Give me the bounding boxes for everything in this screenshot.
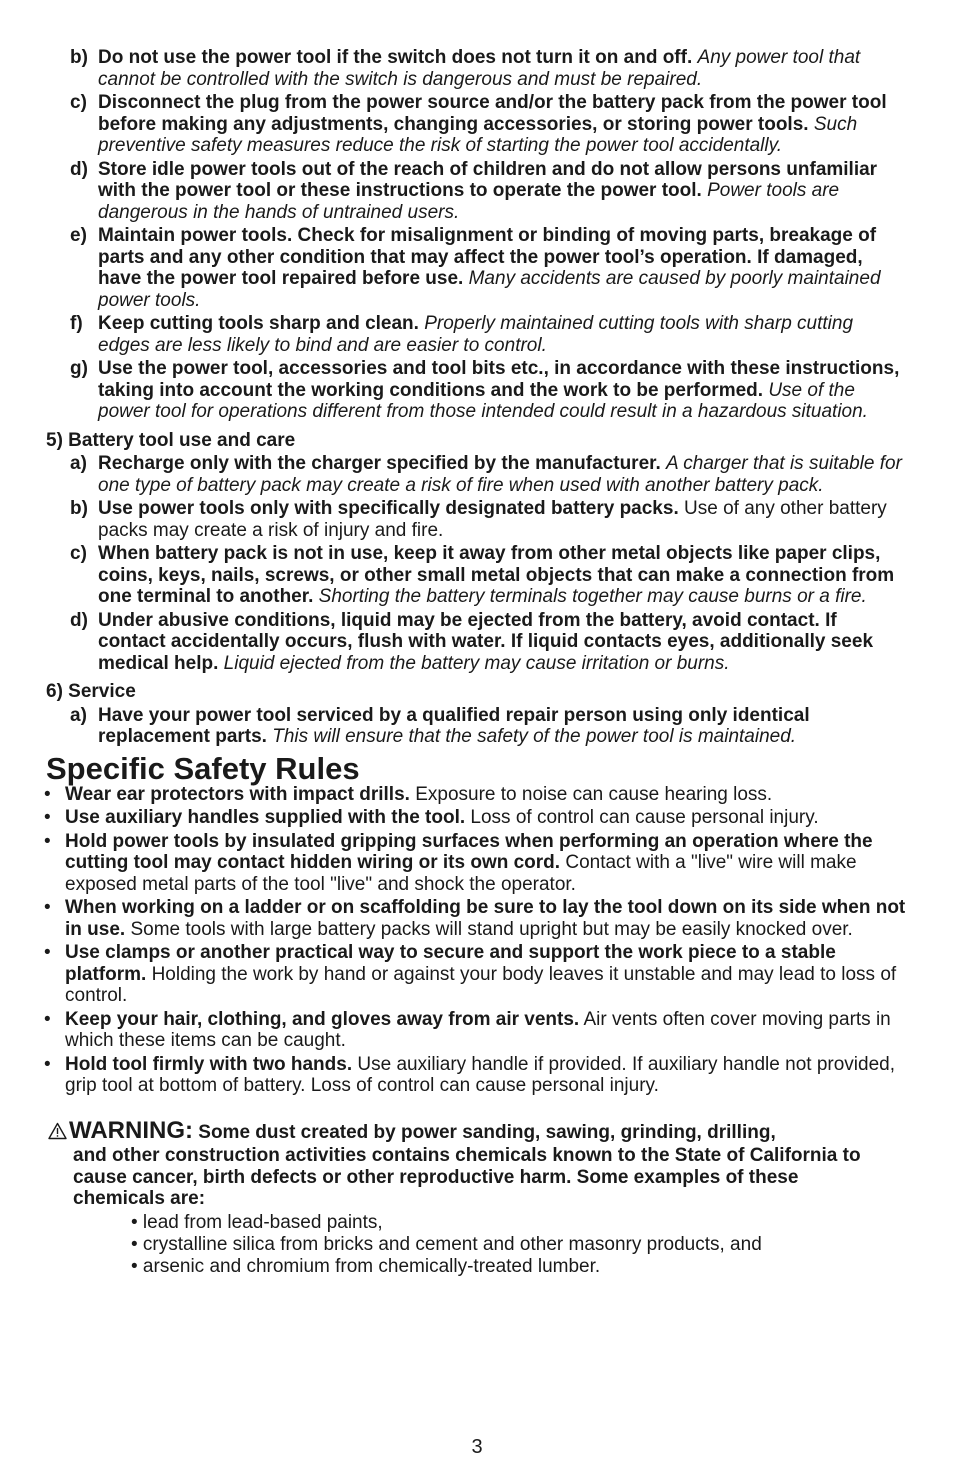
chemical-list <box>131 1212 954 1278</box>
list-item <box>0 610 954 675</box>
item-label: c) <box>70 92 87 113</box>
list-item <box>0 92 954 157</box>
bullet-item <box>0 831 954 896</box>
item-explanation: Holding the work by hand or against your body leaves it unstable and may lead to loss of control. <box>65 963 897 1006</box>
list-item <box>0 705 954 748</box>
item-rule: Wear ear protectors with impact drills. <box>65 783 410 805</box>
item-explanation: Power tools are dangerous in the hands of untrained users. <box>98 180 840 223</box>
item-rule: Disconnect the plug from the power source and/or the battery pack from the power tool before making any adjustments, changing accessories, or storing power tools. <box>98 92 887 135</box>
item-explanation: Exposure to noise can cause hearing loss. <box>415 783 773 805</box>
list-item: • crystalline silica from bricks and cement and other masonry products, and <box>131 1233 762 1255</box>
item-label: g) <box>70 358 88 379</box>
item-explanation: A charger that is suitable for one type of battery pack may create a risk of fire when used with another battery pack. <box>98 453 902 496</box>
item-rule: Keep cutting tools sharp and clean. <box>98 313 419 334</box>
item-explanation: Loss of control can cause personal injury. <box>470 807 819 828</box>
bullet-icon: • <box>44 942 51 963</box>
bullet-icon: • <box>44 807 51 828</box>
item-label: d) <box>70 609 88 631</box>
item-rule: Hold tool firmly with two hands. <box>65 1053 353 1075</box>
manual-page <box>0 47 954 1278</box>
warning-block <box>0 1116 954 1210</box>
warning-text <box>73 1145 874 1210</box>
item-rule: Recharge only with the charger specified by the manufacturer. <box>98 453 661 474</box>
page-number: 3 <box>471 1436 483 1458</box>
list-item <box>0 47 954 90</box>
bullet-item <box>0 897 954 940</box>
list-item <box>0 358 954 423</box>
battery-list <box>0 453 954 674</box>
item-rule: Do not use the power tool if the switch does not turn it on and off. <box>98 47 693 68</box>
list-item: • arsenic and chromium from chemically-treated lumber. <box>131 1255 601 1277</box>
bullet-item <box>0 784 954 806</box>
item-rule: Use auxiliary handles supplied with the tool. <box>65 807 466 828</box>
item-label: c) <box>70 543 87 564</box>
tool-use-list <box>0 47 954 423</box>
item-rule: Use clamps or another practical way to secure and support the work piece to a stable platform. <box>65 942 836 985</box>
item-label: b) <box>70 498 88 519</box>
bullet-icon: • <box>44 1008 51 1030</box>
item-rule: When battery pack is not in use, keep it away from other metal objects like paper clips, coins, keys, nails, screws, or other small metal objects that can make a connection from one terminal to another. <box>98 543 895 607</box>
item-explanation: Contact with a "live" wire will make exposed metal parts of the tool "live" and shock the operator. <box>65 852 857 895</box>
bullet-item <box>0 1009 954 1052</box>
item-explanation: Such preventive safety measures reduce the risk of starting the power tool accidentally. <box>98 113 858 156</box>
item-explanation: Any power tool that cannot be controlled with the switch is dangerous and must be repaired. <box>98 47 861 90</box>
service-list <box>0 705 954 748</box>
specific-rules-list <box>0 784 954 1097</box>
section-heading: 5) Battery tool use and care <box>46 429 296 451</box>
item-explanation: Use auxiliary handle if provided. If auxiliary handle not provided, grip tool at bottom of battery. Loss of control can cause personal injury. <box>65 1053 895 1096</box>
item-rule: Hold power tools by insulated gripping surfaces when performing an operation where the cutting tool may contact hidden wiring or its own cord. <box>65 830 873 873</box>
warning-text-rest: and other construction activities contains chemicals known to the State of California to cause cancer, birth defects or other reproductive harm. Some examples of these chemicals are: <box>73 1145 861 1209</box>
item-explanation: Some tools with large battery packs will stand upright but may be easily knocked over. <box>130 918 853 940</box>
item-label: a) <box>70 704 87 726</box>
bullet-item <box>0 1054 954 1097</box>
item-explanation: Use of the power tool for operations different from those intended could result in a hazardous situation. <box>98 379 868 422</box>
warning-first-line <box>48 1116 874 1146</box>
warning-label: WARNING: <box>69 1116 193 1144</box>
bullet-icon: • <box>44 1053 51 1075</box>
item-explanation: Air vents often cover moving parts in which these items can be caught. <box>65 1008 891 1051</box>
item-label: f) <box>70 313 83 334</box>
item-explanation: Many accidents are caused by poorly maintained power tools. <box>98 268 881 311</box>
list-item <box>0 453 954 496</box>
list-item <box>0 159 954 224</box>
item-label: d) <box>70 158 88 180</box>
page-title: Specific Safety Rules <box>46 750 360 786</box>
bullet-item <box>0 807 954 829</box>
item-rule: When working on a ladder or on scaffolding be sure to lay the tool down on its side when not in use. <box>65 897 906 940</box>
list-item <box>0 543 954 608</box>
bullet-icon: • <box>44 897 51 918</box>
item-explanation: Shorting the battery terminals together may cause burns or a fire. <box>318 586 867 607</box>
list-item: • lead from lead-based paints, <box>131 1211 383 1233</box>
list-item <box>0 313 954 356</box>
item-explanation: Liquid ejected from the battery may cause irritation or burns. <box>223 652 730 674</box>
item-label: e) <box>70 225 87 246</box>
bullet-icon: • <box>44 783 51 805</box>
item-rule: Maintain power tools. Check for misalignment or binding of moving parts, breakage of parts and any other condition that may affect the power tool’s operation. If damaged, have the power tool repaired before use. <box>98 225 877 289</box>
item-label: b) <box>70 47 88 68</box>
item-explanation: This will ensure that the safety of the power tool is maintained. <box>272 726 797 747</box>
item-label: a) <box>70 453 87 474</box>
item-rule: Have your power tool serviced by a qualified repair person using only identical replacement parts. <box>98 704 810 747</box>
item-rule: Store idle power tools out of the reach of children and do not allow persons unfamiliar with the power tool or these instructions to operate the power tool. <box>98 158 878 201</box>
list-item <box>0 498 954 541</box>
item-rule: Keep your hair, clothing, and gloves away from air vents. <box>65 1008 580 1030</box>
bullet-icon: • <box>44 830 51 852</box>
bullet-item <box>0 942 954 1007</box>
warning-text: Some dust created by power sanding, sawing, grinding, drilling, <box>198 1121 776 1143</box>
section-heading: 6) Service <box>46 681 136 702</box>
item-rule: Use power tools only with specifically designated battery packs. <box>98 498 679 519</box>
list-item <box>0 225 954 311</box>
warning-triangle-icon <box>48 1122 67 1146</box>
item-explanation: Properly maintained cutting tools with sharp cutting edges are less likely to bind and are easier to control. <box>98 313 854 356</box>
item-rule: Under abusive conditions, liquid may be ejected from the battery, avoid contact. If contact accidentally occurs, flush with water. If liquid contacts eyes, additionally seek medical help. <box>98 609 874 674</box>
item-rule: Use the power tool, accessories and tool bits etc., in accordance with these instructions, taking into account the working conditions and the work to be performed. <box>98 358 900 401</box>
item-explanation: Use of any other battery packs may create a risk of injury and fire. <box>98 498 887 541</box>
